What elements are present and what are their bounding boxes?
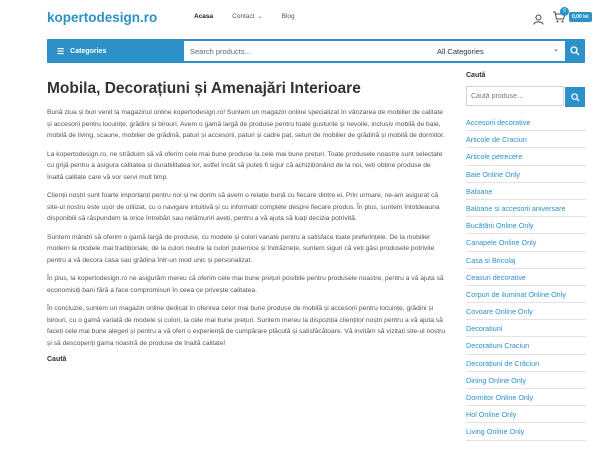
site-header xyxy=(0,0,600,38)
user-icon[interactable] xyxy=(533,12,544,23)
main-nav xyxy=(194,13,314,20)
category-link[interactable]: Baloane si accesorii aniversare xyxy=(466,200,586,217)
category-link[interactable]: Baie Online Only xyxy=(466,166,586,183)
category-link[interactable]: Accesorii decorative xyxy=(466,114,586,131)
bottom-search-heading: Caută xyxy=(47,356,67,363)
category-link[interactable]: Covoare Online Only xyxy=(466,303,586,320)
sidebar-search-button[interactable] xyxy=(565,87,585,107)
search-icon xyxy=(570,46,580,56)
nav-label: Contact xyxy=(232,13,255,20)
nav-item-contact[interactable] xyxy=(232,13,262,20)
categories-label: Categories xyxy=(70,47,107,55)
search-bar xyxy=(47,39,585,63)
category-link[interactable]: Articole de Craciun xyxy=(466,131,586,148)
category-link[interactable]: Baloane xyxy=(466,183,586,200)
category-link[interactable]: Canapele Online Only xyxy=(466,234,586,251)
category-select-value: All Categories xyxy=(437,46,484,56)
category-link[interactable]: Decoratiuni Craciun xyxy=(466,337,586,354)
search-button[interactable] xyxy=(565,39,585,63)
search-icon xyxy=(571,93,580,102)
main-content xyxy=(47,79,447,363)
category-link[interactable]: Dining Online Only xyxy=(466,372,586,389)
site-logo[interactable]: kopertodesign.ro xyxy=(47,10,158,25)
sidebar xyxy=(466,72,586,441)
category-link[interactable]: Dormitor Online Only xyxy=(466,389,586,406)
category-link[interactable]: Bucătării Online Only xyxy=(466,217,586,234)
category-link[interactable]: Articole petrecere xyxy=(466,148,586,165)
chevron-down-icon: ⌄ xyxy=(257,14,263,20)
content-paragraph: La kopertodesign.ro, ne străduim să vă oferim cele mai bune produse la cele mai bune prețuri. Toate produsele noastre sunt selectate cu grijă pentru a asigura calitatea și durabilitatea lor, astfel încât să puteți fi sigur că achiziționând de la noi, veți obține produse de înaltă calitate care vă vor servi mult timp. xyxy=(47,150,443,181)
cart-total-badge[interactable]: 0,00 lei xyxy=(569,12,592,22)
content-paragraph: Bună ziua și bun venit la magazinul online kopertodesign.ro! Suntem un magazin online specializat în vânzarea de mobilier de calitate și accesorii pentru locuințe, grădini și birouri. Avem o gamă largă de produse pentru toate gusturile și nevoile, inclusiv mobilă de baie, mobilă de living, scaune, mobilier de grădină, paturi și accesorii, paturi și cadre pat, seturi de mobilier de grădină și mobilă de dormitor. xyxy=(47,109,445,139)
nav-item-acasa[interactable] xyxy=(194,13,213,20)
nav-label: Blog xyxy=(281,13,295,20)
categories-button[interactable] xyxy=(47,39,183,63)
category-link[interactable]: Ceasuri decorative xyxy=(466,269,586,286)
cart-count-badge: 0 xyxy=(560,7,569,16)
category-link[interactable]: Casa si Bricolaj xyxy=(466,252,586,269)
nav-label: Acasa xyxy=(194,13,214,20)
category-link[interactable]: Decoratiuni xyxy=(466,320,586,337)
nav-item-blog[interactable] xyxy=(282,13,295,20)
hamburger-icon: ☰ xyxy=(57,46,65,56)
chevron-down-icon: ⌄ xyxy=(553,46,559,53)
sidebar-search-title: Caută xyxy=(466,72,486,79)
content-paragraph: În concluzie, suntem un magazin online dedicat în oferirea celor mai bune produse de mobilă și accesorii pentru locuințe, grădini și birouri, cu o gamă variată de modele și culori, la cele mai bune prețuri. Suntem mereu la dispoziția clienților noștri pentru a vă ajuta să faceți cele mai bune alegeri și pentru a vă oferi o experiență de cumpărare plăcută și satisfăcătoare. Vă invităm să vizitați site-ul nostru și să descoperiți gama noastră de produse de înaltă calitate! xyxy=(47,305,446,347)
category-link[interactable]: Corpuri de iluminat Online Only xyxy=(466,286,586,303)
content-paragraph: În plus, la kopertodesign.ro ne asigurăm mereu că oferim cele mai bune prețuri posibile pentru produsele noastre, pentru a vă ajuta să economisiți bani fără a face compromisuri în ceea ce privește calitatea. xyxy=(47,275,444,294)
category-select[interactable] xyxy=(429,41,565,61)
category-link[interactable]: Hol Online Only xyxy=(466,406,586,423)
content-paragraph: Clienții noștri sunt foarte importanți pentru noi și ne dorim să avem o relație bună cu fiecare dintre ei. Prin urmare, ne-am asigurat că site-ul nostru este ușor de utilizat, cu o navigare intuitivă și cu informații complete despre fiecare produs. În plus, suntem întotdeauna disponibili să răspundem la orice întrebări sau nelămuriri aveți, pentru a vă ajuta să luați decizia potrivită. xyxy=(47,192,440,222)
category-link[interactable]: Living Online Only xyxy=(466,423,586,440)
sidebar-search-input[interactable] xyxy=(466,86,564,106)
page-title: Mobila, Decorațiuni și Amenajări Interioare xyxy=(47,80,361,97)
category-link[interactable]: Decorațiuni de Crăciun xyxy=(466,355,586,372)
search-input[interactable] xyxy=(184,41,429,61)
category-list xyxy=(466,114,586,441)
content-paragraph: Suntem mândri să oferim o gamă largă de produse, cu modele și culori variate pentru a satisface toate preferințele. De la mobilier modern la modele mai tradiționale, de la culori neutre la culori puternice și îndrăznețe, suntem siguri că veți găsi produsele potrivite pentru a vă decora casa sau grădina într-un mod unic și personalizat. xyxy=(47,233,435,264)
